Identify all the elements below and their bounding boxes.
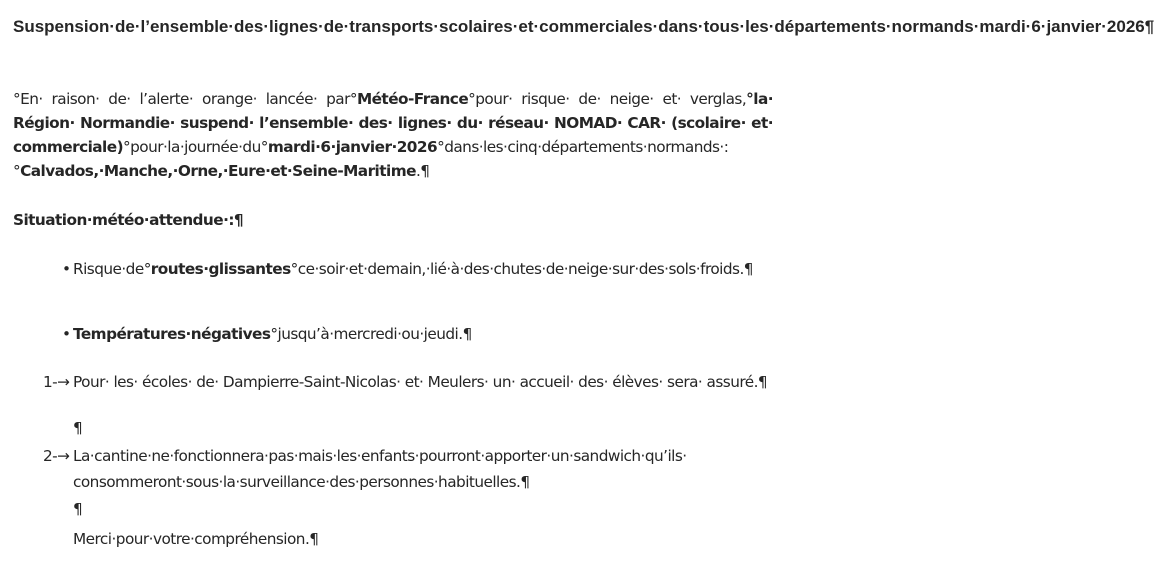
bullet-post: °ce·soir·et·demain,·lié·à·des·chutes·de·neige·sur·des·sols·froids.¶ [290, 260, 753, 278]
intro-text-2: °pour· risque· de· neige· et· verglas, [468, 90, 747, 108]
bullet-item-2 [62, 321, 773, 347]
number-marker: 1-→ [43, 373, 70, 391]
numbered-item-2 [43, 443, 773, 495]
intro-bold-departments: Calvados,·Manche,·Orne,·Eure·et·Seine-Maritime [20, 162, 416, 180]
document-title: Suspension·de·l’ensemble·des·lignes·de·transports·scolaires·et·commerciales·dans·tous·les·départements·normands·mardi·6·janvier·2026¶ [13, 17, 1154, 36]
intro-text-1: °En· raison· de· l’alerte· orange· lancée· par° [13, 90, 357, 108]
intro-text-4: °dans·les·cinq·départements·normands·:° [13, 138, 729, 180]
intro-bold-region: °la· Région· Normandie· suspend· l’ensemble· des· lignes· du· réseau· NOMAD· CAR· (scolaire· et· commerciale) [13, 90, 773, 156]
bullet-item-1 [62, 256, 773, 282]
bullet-marker: • [62, 260, 71, 278]
numbered-item-1 [43, 370, 773, 394]
bullet-marker: • [62, 325, 71, 343]
numbered-text: La·cantine·ne·fonctionnera·pas·mais·les·enfants·pourront·apporter·un·sandwich·qu’ils· consommeront·sous·la·surveillance·des·personnes·habituelles.¶ [73, 447, 687, 491]
numbered-text: Pour· les· écoles· de· Dampierre-Saint-Nicolas· et· Meulers· un· accueil· des· élèves· sera· assuré.¶ [73, 373, 768, 391]
empty-paragraph-mark: ¶ [73, 419, 83, 437]
intro-text-5: .¶ [415, 162, 430, 180]
empty-paragraph-mark: ¶ [73, 500, 83, 518]
intro-bold-meteo: Météo-France [356, 90, 469, 108]
bullet-bold: routes·glissantes [150, 260, 291, 278]
intro-text-3: °pour·la·journée·du° [123, 138, 268, 156]
closing-thanks: Merci·pour·votre·compréhension.¶ [73, 530, 319, 548]
bullet-pre: Risque·de° [73, 260, 151, 278]
intro-bold-date: mardi·6·janvier·2026 [267, 138, 438, 156]
intro-paragraph [13, 87, 773, 183]
bullet-post: °jusqu’à·mercredi·ou·jeudi.¶ [270, 325, 472, 343]
bullet-bold: Températures·négatives [73, 325, 271, 343]
number-marker: 2-→ [43, 447, 70, 465]
section-heading: Situation·météo·attendue·:¶ [13, 211, 244, 229]
